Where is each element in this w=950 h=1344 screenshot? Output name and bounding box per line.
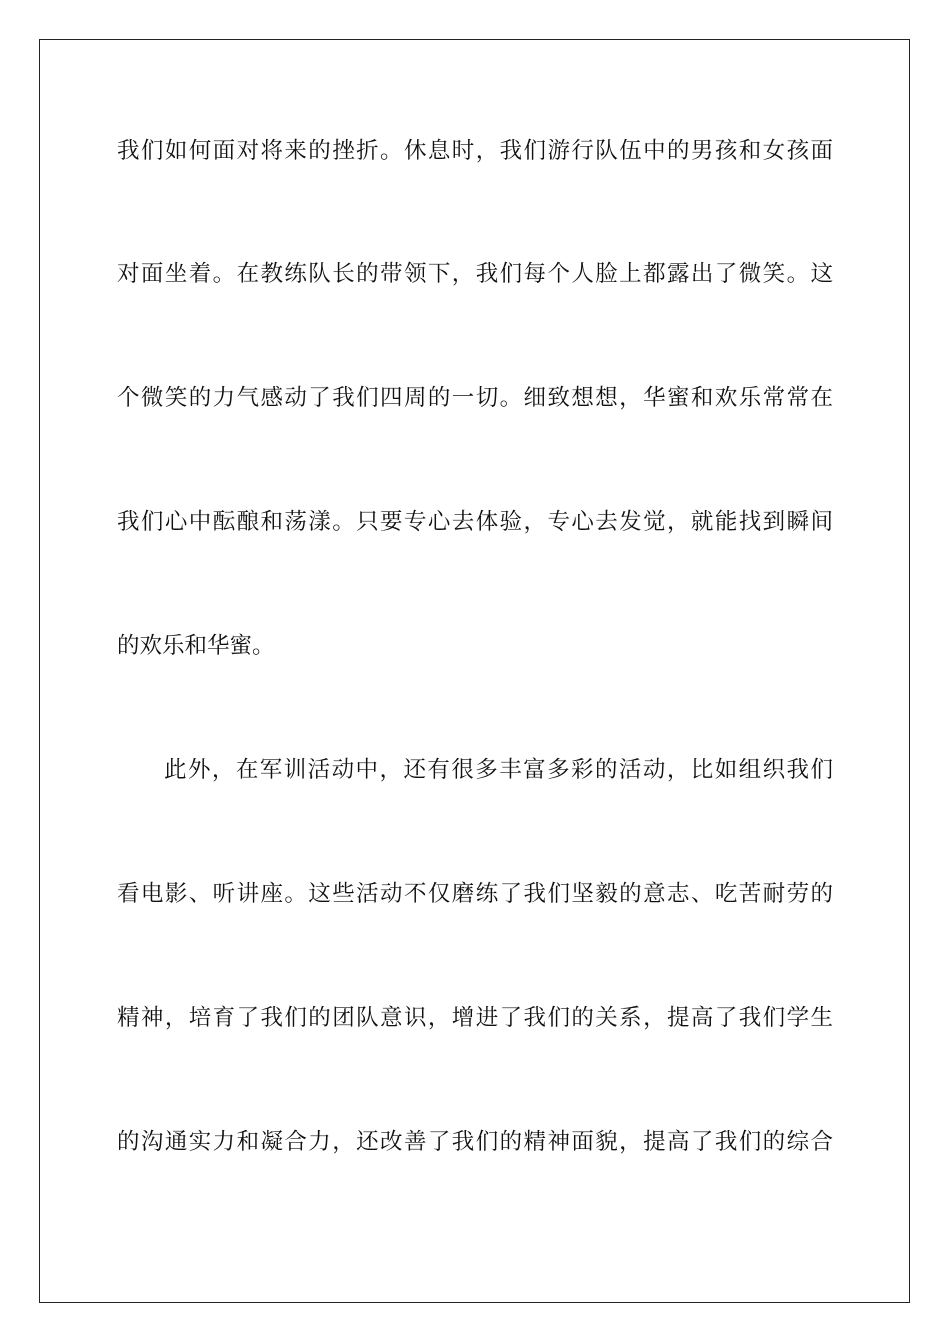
paragraph-line: 精神，培育了我们的团队意识，增进了我们的关系，提高了我们学生	[117, 1005, 833, 1031]
paragraph-line: 的沟通实力和凝合力，还改善了我们的精神面貌，提高了我们的综合	[117, 1129, 833, 1155]
paragraph-line: 的欢乐和华蜜。	[117, 633, 275, 659]
paragraph-line: 我们如何面对将来的挫折。休息时，我们游行队伍中的男孩和女孩面	[117, 138, 833, 164]
paragraph-line: 看电影、听讲座。这些活动不仅磨练了我们坚毅的意志、吃苦耐劳的	[117, 881, 833, 907]
paragraph-line: 此外，在军训活动中，还有很多丰富多彩的活动，比如组织我们	[164, 757, 833, 783]
paragraph-line: 个微笑的力气感动了我们四周的一切。细致想想，华蜜和欢乐常常在	[117, 385, 833, 411]
page-border	[39, 39, 910, 1303]
paragraph-line: 对面坐着。在教练队长的带领下，我们每个人脸上都露出了微笑。这	[117, 261, 833, 287]
paragraph-line: 我们心中酝酿和荡漾。只要专心去体验，专心去发觉，就能找到瞬间	[117, 509, 833, 535]
